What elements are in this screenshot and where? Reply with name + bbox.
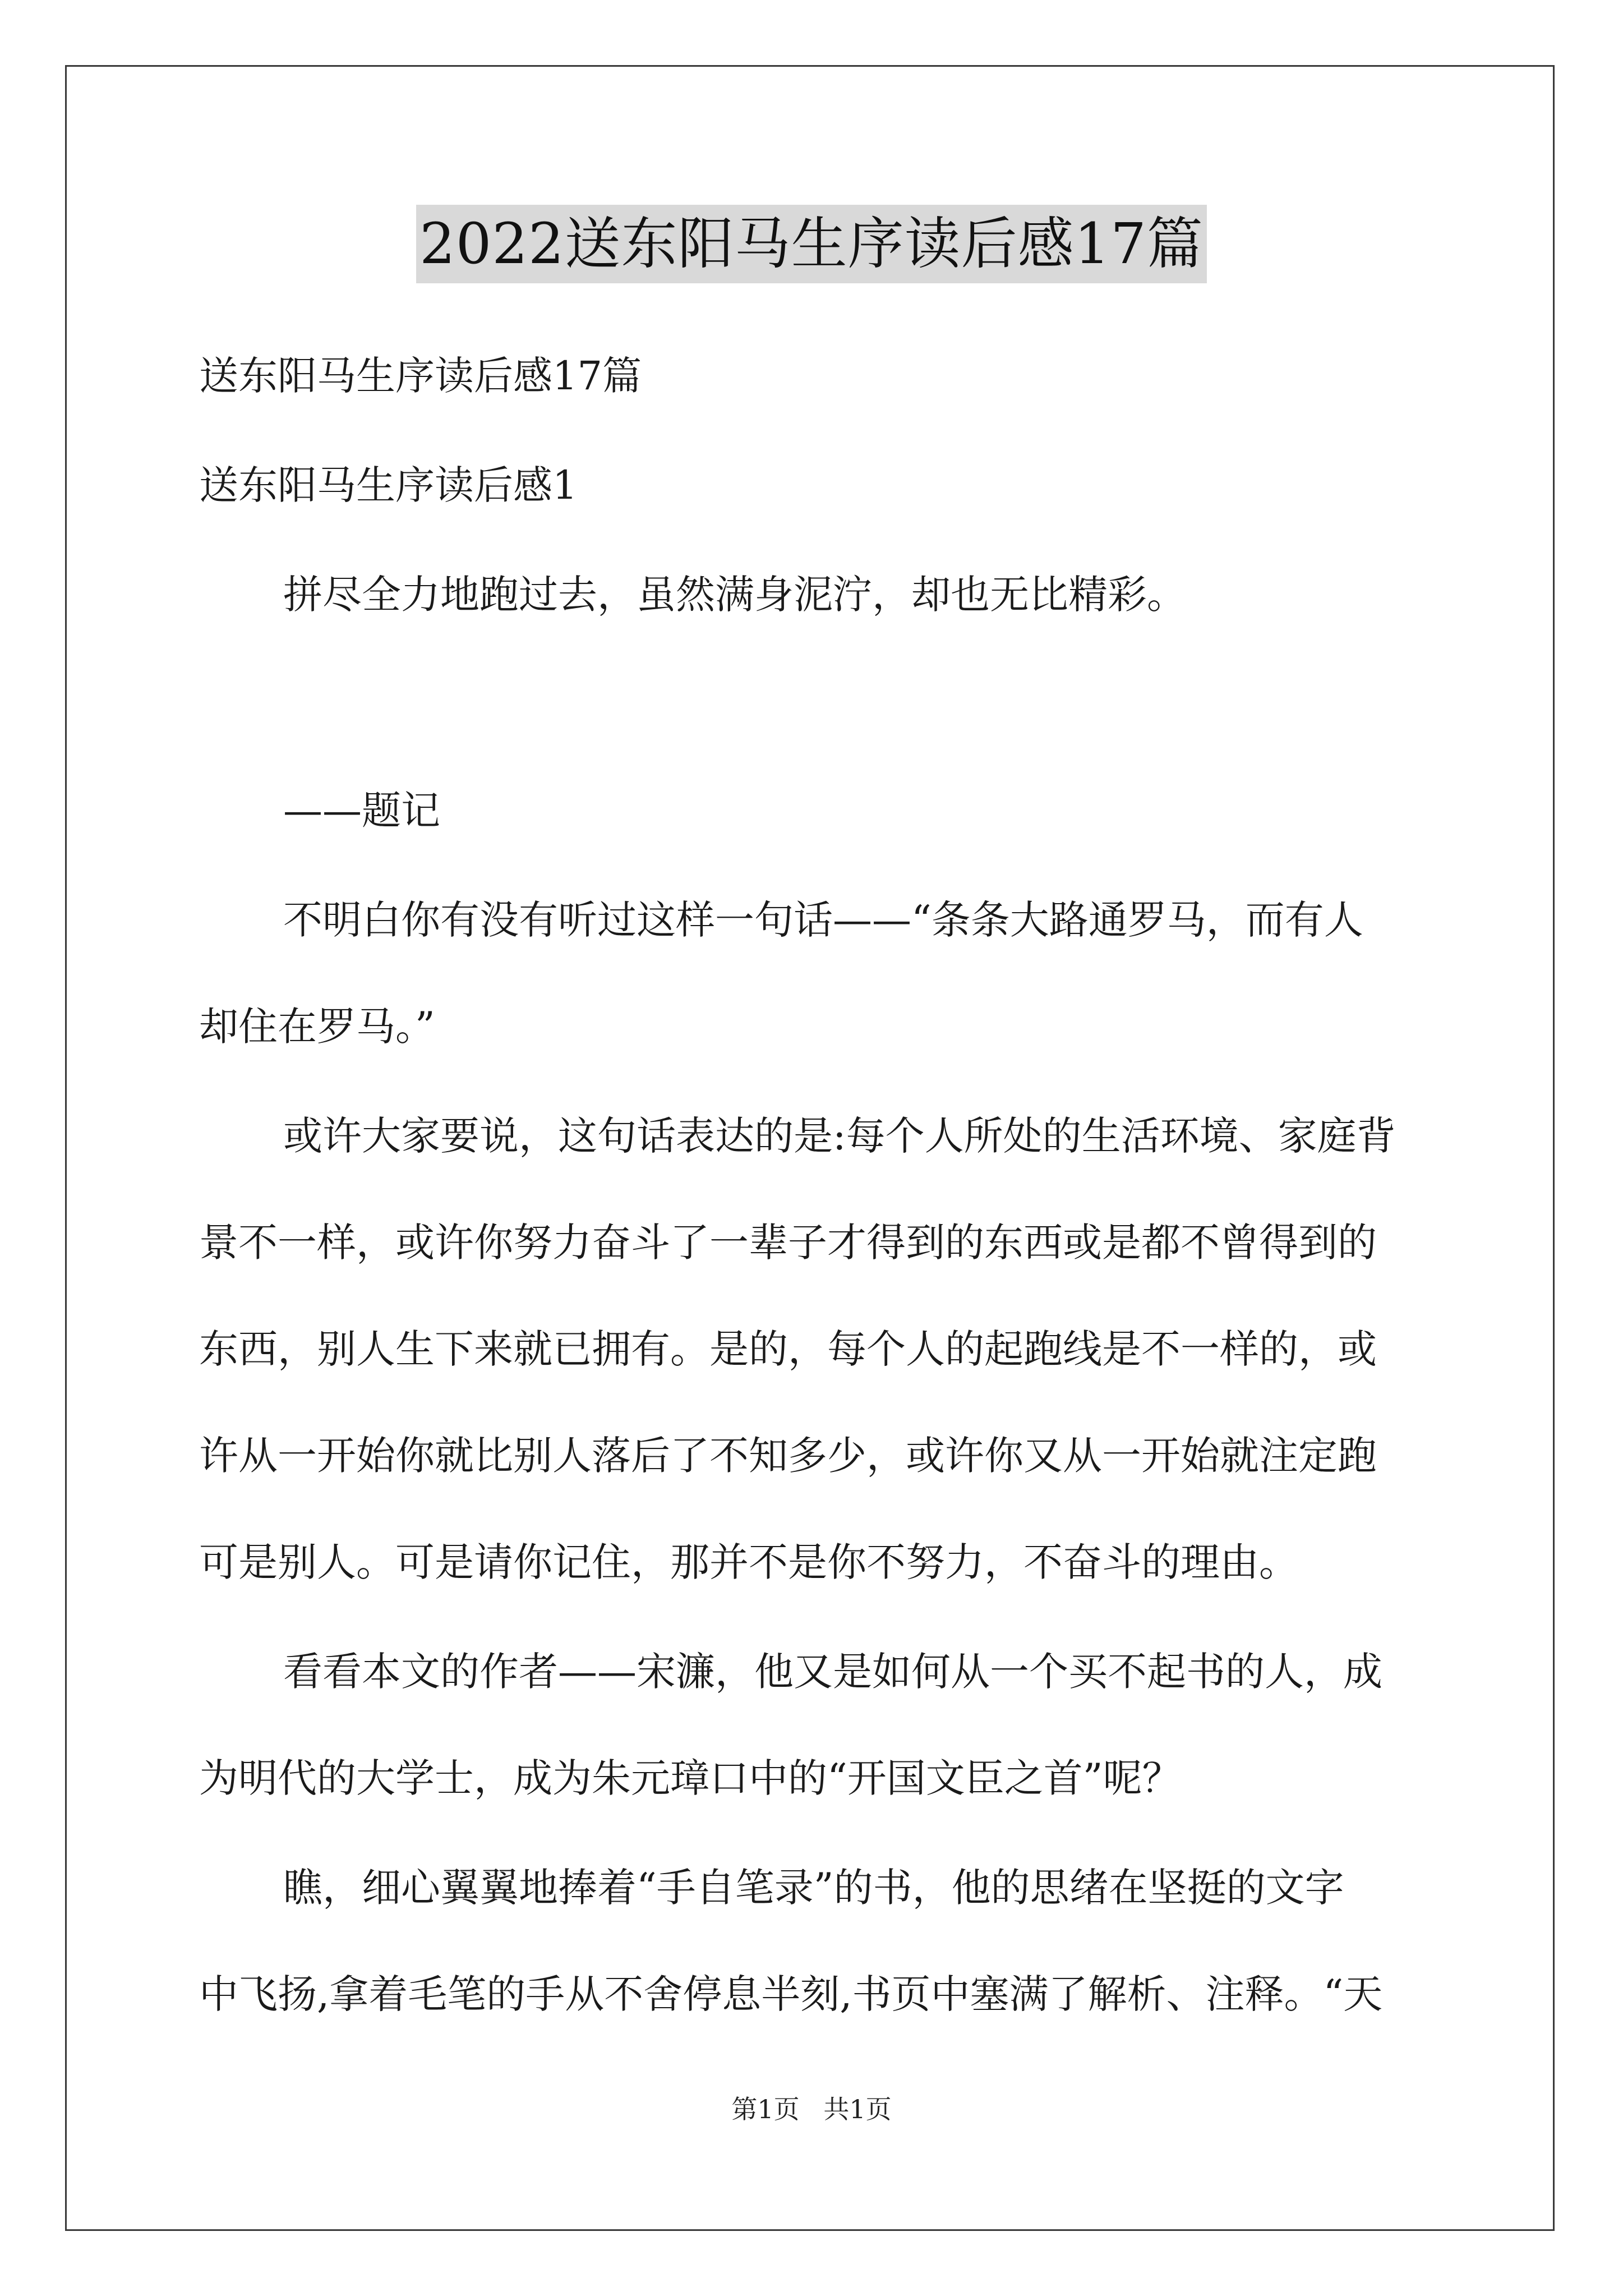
paragraph-line: 东西，别人生下来就已拥有。是的，每个人的起跑线是不一样的，或 xyxy=(199,1326,1377,1372)
paragraph-line: 却住在罗马。” xyxy=(199,1004,435,1050)
paragraph-line: 瞧，细心翼翼地捧着“手自笔录”的书，他的思绪在坚挺的文字 xyxy=(283,1865,1344,1911)
paragraph-line: 中飞扬,拿着毛笔的手从不舍停息半刻,书页中塞满了解析、注释。“天 xyxy=(199,1971,1383,2017)
paragraph-line: 可是别人。可是请你记住，那并不是你不努力，不奋斗的理由。 xyxy=(199,1539,1298,1585)
document-title: 2022送东阳马生序读后感17篇 xyxy=(416,205,1207,283)
paragraph-line: 或许大家要说，这句话表达的是:每个人所处的生活环境、家庭背 xyxy=(283,1113,1396,1159)
paragraph-line: 看看本文的作者——宋濂，他又是如何从一个买不起书的人，成 xyxy=(283,1649,1382,1695)
paragraph-line: 许从一开始你就比别人落后了不知多少，或许你又从一开始就注定跑 xyxy=(199,1433,1377,1479)
paragraph-line: 拼尽全力地跑过去，虽然满身泥泞，却也无比精彩。 xyxy=(283,572,1186,618)
page-total: 共1页 xyxy=(823,2094,892,2124)
page-footer xyxy=(0,2092,1623,2126)
paragraph-line: 为明代的大学士，成为朱元璋口中的“开国文臣之首”呢？ xyxy=(199,1755,1182,1801)
section-heading: 送东阳马生序读后感1 xyxy=(199,462,578,508)
paragraph-line: 景不一样，或许你努力奋斗了一辈子才得到的东西或是都不曾得到的 xyxy=(199,1220,1377,1266)
epigraph-attribution: ——题记 xyxy=(283,788,440,834)
page-number: 第1页 xyxy=(731,2094,800,2124)
title-area xyxy=(0,205,1623,283)
subtitle-line: 送东阳马生序读后感17篇 xyxy=(199,353,642,399)
paragraph-line: 不明白你有没有听过这样一句话——“条条大路通罗马，而有人 xyxy=(283,897,1363,943)
